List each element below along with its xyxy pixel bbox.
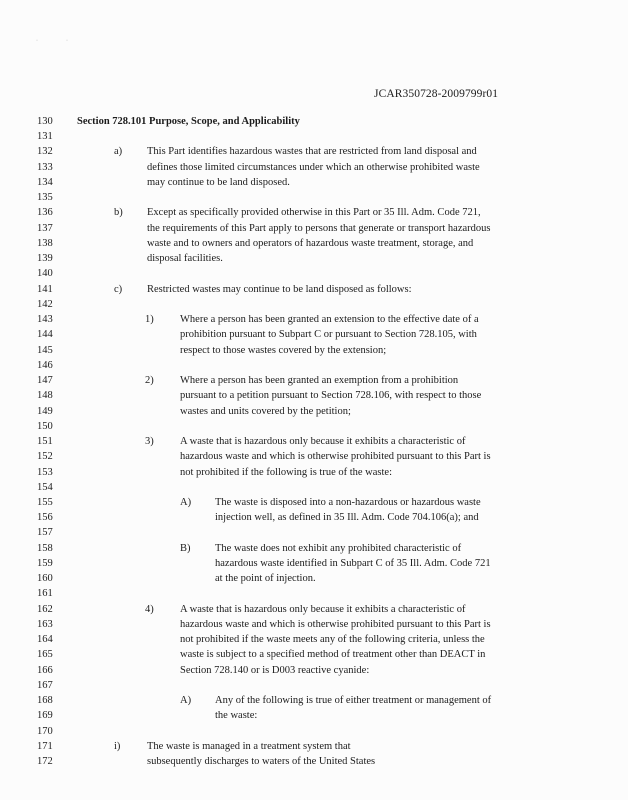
line-number: 163 xyxy=(37,618,53,630)
line-number: 168 xyxy=(37,695,53,707)
scan-speck: · xyxy=(66,38,68,44)
line-number: 167 xyxy=(37,679,53,691)
line-number: 153 xyxy=(37,466,53,478)
line-number: 160 xyxy=(37,573,53,585)
line-number: 159 xyxy=(37,557,53,569)
line-number: 148 xyxy=(37,390,53,402)
text-line: Where a person has been granted an extension to the effective date of a xyxy=(180,314,479,326)
list-marker: a) xyxy=(114,146,123,158)
line-number: 156 xyxy=(37,512,53,524)
list-marker: 1) xyxy=(145,314,154,326)
text-line: injection well, as defined in 35 Ill. Adm. Code 704.106(a); and xyxy=(215,512,479,524)
list-marker: 4) xyxy=(145,603,154,615)
line-number: 144 xyxy=(37,329,53,341)
line-number: 155 xyxy=(37,497,53,508)
line-number: 147 xyxy=(37,375,53,387)
line-number: 138 xyxy=(37,237,53,249)
text-line: Any of the following is true of either treatment or management of xyxy=(215,695,492,707)
text-line: prohibition pursuant to Subpart C or pursuant to Section 728.105, with xyxy=(180,329,477,341)
line-number: 136 xyxy=(37,207,53,219)
line-number: 132 xyxy=(37,146,53,158)
line-number: 142 xyxy=(37,298,53,310)
list-marker: A) xyxy=(180,695,192,707)
text-line: may continue to be land disposed. xyxy=(147,176,290,188)
line-number: 165 xyxy=(37,649,53,661)
line-number: 130 xyxy=(37,116,53,127)
line-number: 170 xyxy=(37,725,53,737)
text-line: Where a person has been granted an exemption from a prohibition xyxy=(180,375,459,387)
line-number: 161 xyxy=(37,588,53,600)
text-line: hazardous waste and which is otherwise prohibited pursuant to this Part is xyxy=(180,451,491,463)
text-line: the requirements of this Part apply to persons that generate or transport hazardous xyxy=(147,222,491,234)
text-line: Section 728.140 or is D003 reactive cyanide: xyxy=(180,664,370,676)
list-marker: B) xyxy=(180,542,191,554)
line-number: 140 xyxy=(37,268,53,280)
line-number: 146 xyxy=(37,359,53,371)
text-line: A waste that is hazardous only because it exhibits a characteristic of xyxy=(180,436,466,448)
line-number: 158 xyxy=(37,542,53,554)
text-line: hazardous waste identified in Subpart C of 35 Ill. Adm. Code 721 xyxy=(215,557,491,569)
text-line: pursuant to a petition pursuant to Section 728.106, with respect to those xyxy=(180,390,482,402)
text-line: subsequently discharges to waters of the United States xyxy=(147,756,376,768)
line-number: 139 xyxy=(37,253,53,265)
line-number: 145 xyxy=(37,344,53,356)
text-line: the waste: xyxy=(215,710,258,722)
text-line: disposal facilities. xyxy=(147,253,223,265)
line-number: 149 xyxy=(37,405,53,417)
line-number: 166 xyxy=(37,664,53,676)
line-number: 154 xyxy=(37,481,53,493)
line-number: 152 xyxy=(37,451,53,463)
text-line: defines those limited circumstances under which an otherwise prohibited waste xyxy=(147,161,480,173)
line-number: 151 xyxy=(37,436,53,448)
text-line: respect to those wastes covered by the extension; xyxy=(180,344,387,356)
text-line: not prohibited if the waste meets any of the following criteria, unless the xyxy=(180,634,485,646)
text-line: hazardous waste and which is otherwise prohibited pursuant to this Part is xyxy=(180,618,491,630)
line-number: 162 xyxy=(37,603,53,615)
text-line: wastes and units covered by the petition; xyxy=(180,405,351,417)
text-line: Except as specifically provided otherwise in this Part or 35 Ill. Adm. Code 721, xyxy=(147,207,481,219)
list-marker: A) xyxy=(180,497,192,508)
text-line: The waste is managed in a treatment system that xyxy=(147,740,351,752)
list-marker: b) xyxy=(114,207,123,219)
line-number: 172 xyxy=(37,756,53,768)
line-number: 150 xyxy=(37,420,53,432)
line-number: 131 xyxy=(37,131,53,143)
line-number: 157 xyxy=(37,527,53,539)
line-number: 164 xyxy=(37,634,53,646)
list-marker: c) xyxy=(114,283,123,295)
line-number: 133 xyxy=(37,161,53,173)
line-number: 135 xyxy=(37,192,53,204)
text-line: at the point of injection. xyxy=(215,573,316,585)
list-marker: 3) xyxy=(145,436,154,448)
text-line: The waste is disposed into a non-hazardous or hazardous waste xyxy=(215,497,481,508)
text-line: A waste that is hazardous only because it exhibits a characteristic of xyxy=(180,603,466,615)
text-line: waste is subject to a specified method of treatment other than DEACT in xyxy=(180,649,486,661)
list-marker: i) xyxy=(114,740,121,752)
document-id: JCAR350728-2009799r01 xyxy=(374,88,499,100)
text-line: The waste does not exhibit any prohibited characteristic of xyxy=(215,542,462,554)
line-number: 171 xyxy=(37,740,53,752)
line-number: 143 xyxy=(37,314,53,326)
text-line: not prohibited if the following is true of the waste: xyxy=(180,466,392,478)
text-line: This Part identifies hazardous wastes that are restricted from land disposal and xyxy=(147,146,477,158)
line-number: 169 xyxy=(37,710,53,722)
scan-speck: · xyxy=(36,38,38,44)
text-line: Restricted wastes may continue to be land disposed as follows: xyxy=(147,283,412,295)
section-heading: Section 728.101 Purpose, Scope, and Applicability xyxy=(77,116,300,127)
line-number: 137 xyxy=(37,222,53,234)
line-number: 141 xyxy=(37,283,53,295)
text-line: waste and to owners and operators of hazardous waste treatment, storage, and xyxy=(147,237,474,249)
line-number: 134 xyxy=(37,176,53,188)
list-marker: 2) xyxy=(145,375,154,387)
